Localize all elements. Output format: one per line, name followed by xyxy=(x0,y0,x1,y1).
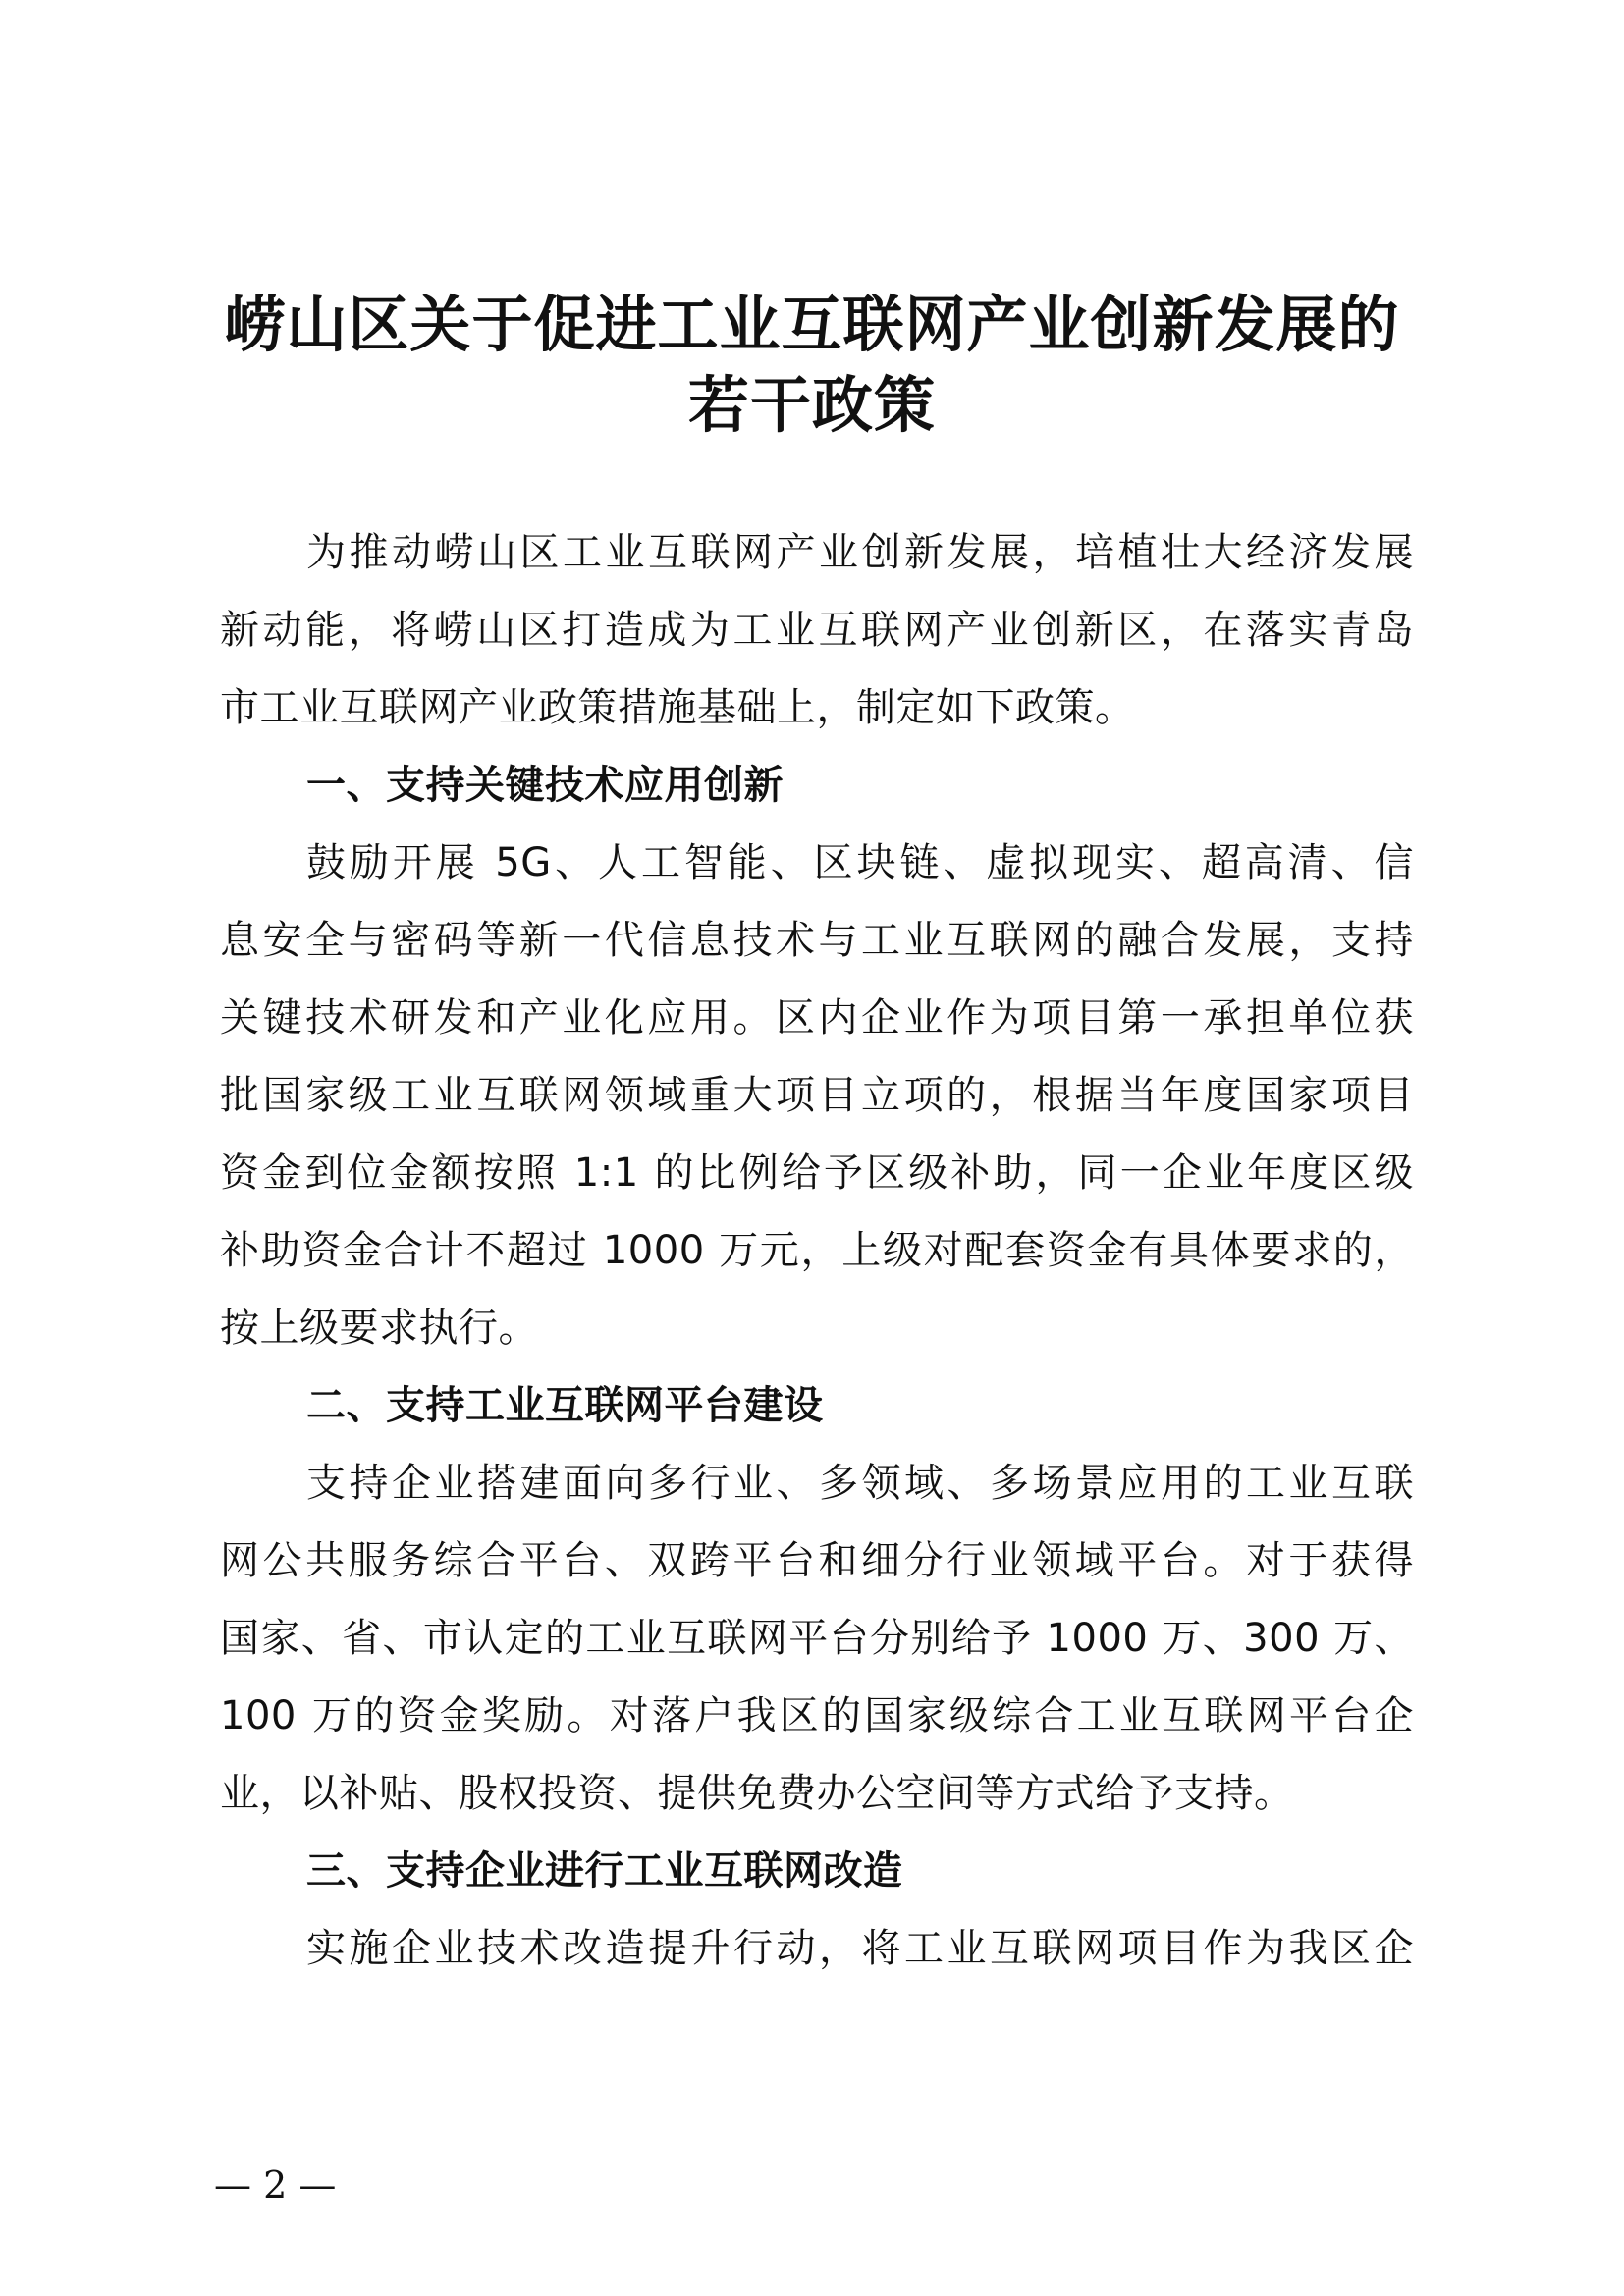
paragraph-line: 为推动崂山区工业互联网产业创新发展，培植壮大经济发展 xyxy=(306,530,1414,575)
paragraph-line: 按上级要求执行。 xyxy=(220,1306,538,1351)
paragraph-line: 批国家级工业互联网领域重大项目立项的，根据当年度国家项目 xyxy=(220,1073,1414,1118)
paragraph-line: 补助资金合计不超过 1000 万元，上级对配套资金有具体要求的， xyxy=(220,1228,1414,1273)
paragraph-line: 网公共服务综合平台、双跨平台和细分行业领域平台。对于获得 xyxy=(220,1538,1414,1583)
paragraph-line: 市工业互联网产业政策措施基础上，制定如下政策。 xyxy=(220,685,1135,730)
paragraph-line: 关键技术研发和产业化应用。区内企业作为项目第一承担单位获 xyxy=(220,995,1414,1041)
paragraph-line: 国家、省、市认定的工业互联网平台分别给予 1000 万、300 万、 xyxy=(220,1616,1414,1661)
section-heading-1: 一、支持关键技术应用创新 xyxy=(306,763,784,808)
paragraph-line: 新动能，将崂山区打造成为工业互联网产业创新区，在落实青岛 xyxy=(220,608,1414,653)
page-number: — 2 — xyxy=(214,2163,337,2207)
paragraph-line: 业，以补贴、股权投资、提供免费办公空间等方式给予支持。 xyxy=(220,1771,1294,1816)
paragraph-line: 支持企业搭建面向多行业、多领域、多场景应用的工业互联 xyxy=(306,1461,1414,1506)
paragraph-line: 资金到位金额按照 1:1 的比例给予区级补助，同一企业年度区级 xyxy=(220,1150,1414,1196)
paragraph-line: 息安全与密码等新一代信息技术与工业互联网的融合发展，支持 xyxy=(220,918,1414,963)
document-title-line-1: 崂山区关于促进工业互联网产业创新发展的 xyxy=(224,289,1400,360)
paragraph-line: 实施企业技术改造提升行动，将工业互联网项目作为我区企 xyxy=(306,1926,1414,1971)
section-heading-2: 二、支持工业互联网平台建设 xyxy=(306,1383,824,1428)
document-body xyxy=(220,514,1414,1988)
paragraph-line: 100 万的资金奖励。对落户我区的国家级综合工业互联网平台企 xyxy=(220,1693,1414,1738)
section-heading-3: 三、支持企业进行工业互联网改造 xyxy=(306,1848,903,1894)
document-title-line-2: 若干政策 xyxy=(687,369,936,441)
paragraph-line: 鼓励开展 5G、人工智能、区块链、虚拟现实、超高清、信 xyxy=(306,840,1414,885)
